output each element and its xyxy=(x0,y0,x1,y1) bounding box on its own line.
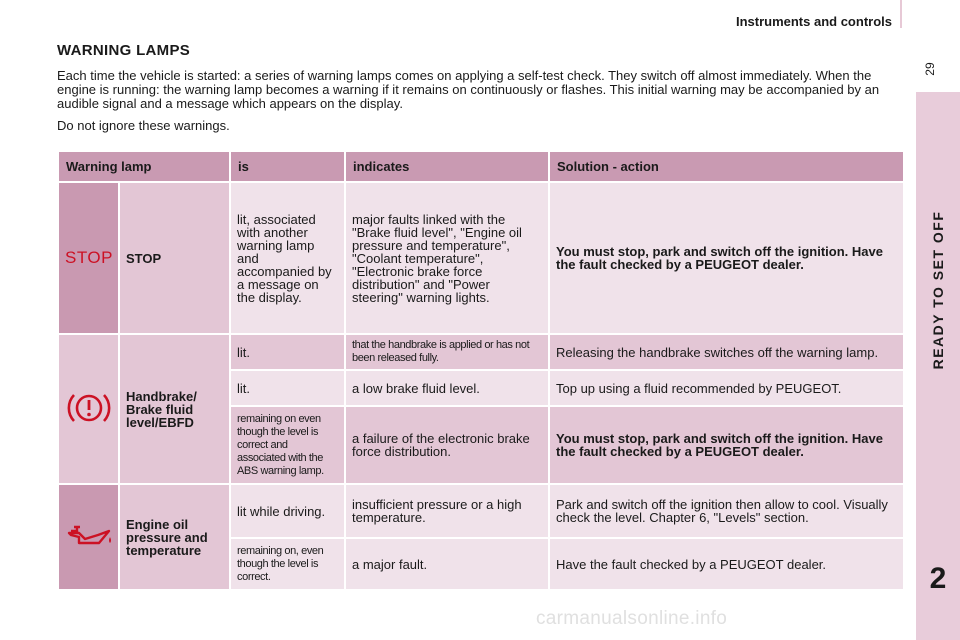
stop-icon-cell xyxy=(58,182,119,334)
lamp-action: Top up using a fluid recommended by PEUGEOT. xyxy=(549,370,904,406)
page-title: WARNING LAMPS xyxy=(57,42,191,59)
lamp-action: Releasing the handbrake switches off the warning lamp. xyxy=(549,334,904,370)
lamp-name: Handbrake/ Brake fluid level/EBFD xyxy=(119,334,230,484)
brake-warning-icon xyxy=(66,388,112,428)
lamp-action: You must stop, park and switch off the ignition. Have the fault checked by a PEUGEOT dealer. xyxy=(549,406,904,484)
lamp-action: Park and switch off the ignition then allow to cool. Visually check the level. Chapter 6, "Levels" section. xyxy=(549,484,904,538)
lamp-indicates: that the handbrake is applied or has not been released fully. xyxy=(345,334,549,370)
lamp-indicates: a low brake fluid level. xyxy=(345,370,549,406)
lamp-name: Engine oil pressure and temperature xyxy=(119,484,230,590)
oil-can-icon xyxy=(65,521,115,551)
watermark: carmanualsonline.info xyxy=(536,608,728,629)
table-row xyxy=(58,182,904,334)
table-row xyxy=(58,334,904,370)
header-divider xyxy=(900,0,902,28)
lamp-is: remaining on even though the level is correct and associated with the ABS warning lamp. xyxy=(230,406,345,484)
lamp-indicates: a major fault. xyxy=(345,538,549,590)
lamp-action: You must stop, park and switch off the ignition. Have the fault checked by a PEUGEOT dealer. xyxy=(549,182,904,334)
brake-icon-cell xyxy=(58,334,119,484)
lamp-name: STOP xyxy=(119,182,230,334)
header-action: Solution - action xyxy=(549,151,904,182)
lamp-action: Have the fault checked by a PEUGEOT dealer. xyxy=(549,538,904,590)
page-number: 29 xyxy=(923,62,937,76)
chapter-title: READY TO SET OFF xyxy=(930,210,946,370)
lamp-is: lit, associated with another warning lamp and accompanied by a message on the display. xyxy=(230,182,345,334)
chapter-sidebar xyxy=(916,92,960,640)
intro-paragraph-1: Each time the vehicle is started: a series of warning lamps comes on applying a self-test check. They switch off almost immediately. When the engine is running: the warning lamp becomes a warning if it remains on continuously or flashes. This initial warning may be accompanied by an audible signal and a message which appears on the display. xyxy=(57,68,880,111)
section-header: Instruments and controls xyxy=(735,14,892,29)
table-row xyxy=(58,484,904,538)
chapter-number: 2 xyxy=(929,562,947,595)
intro-paragraph-2: Do not ignore these warnings. xyxy=(57,118,230,133)
lamp-indicates: insufficient pressure or a high temperature. xyxy=(345,484,549,538)
table-header-row xyxy=(58,151,904,182)
lamp-is: lit. xyxy=(230,334,345,370)
header-is: is xyxy=(230,151,345,182)
lamp-is: remaining on, even though the level is correct. xyxy=(230,538,345,590)
lamp-indicates: a failure of the electronic brake force distribution. xyxy=(345,406,549,484)
intro-text xyxy=(57,69,897,141)
warning-lamps-table xyxy=(57,150,905,591)
header-warning-lamp: Warning lamp xyxy=(58,151,230,182)
lamp-is: lit while driving. xyxy=(230,484,345,538)
oil-icon-cell xyxy=(58,484,119,590)
lamp-indicates: major faults linked with the "Brake fluid level", "Engine oil pressure and temperature", "Coolant temperature", "Electronic brake force distribution" and "Power steering" warning lights. xyxy=(345,182,549,334)
stop-icon: STOP xyxy=(65,248,113,267)
lamp-is: lit. xyxy=(230,370,345,406)
header-indicates: indicates xyxy=(345,151,549,182)
